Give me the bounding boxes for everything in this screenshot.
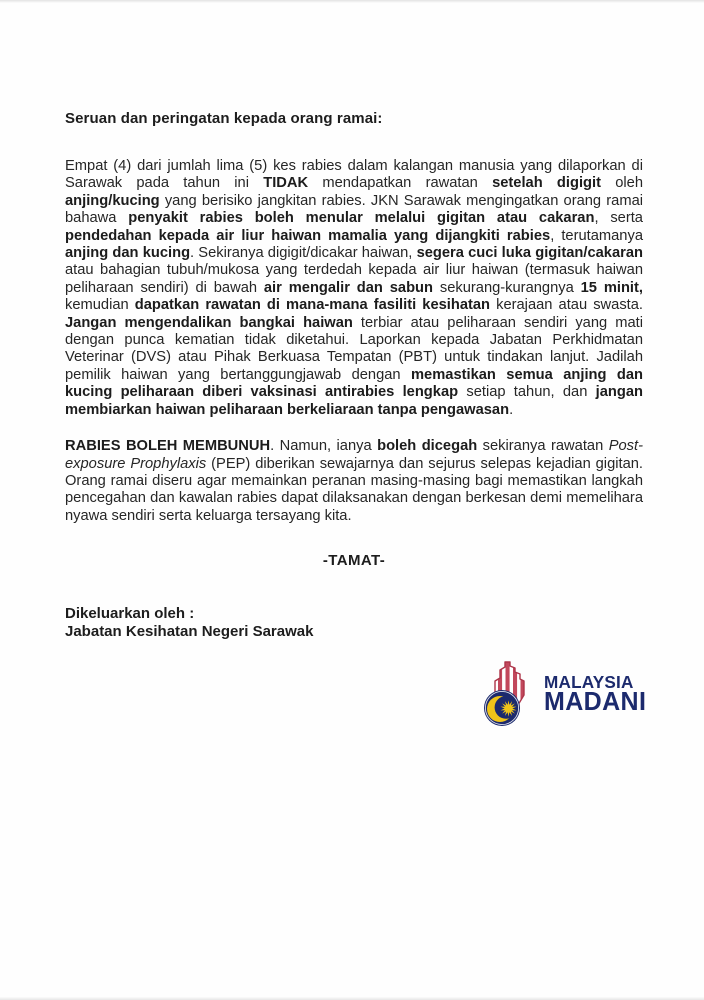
statement-heading: Seruan dan peringatan kepada orang ramai: — [65, 110, 383, 127]
issued-by-agency: Jabatan Kesihatan Negeri Sarawak — [65, 622, 314, 640]
closing-tamat: -TAMAT- — [322, 552, 386, 570]
logo-text-malaysia: MALAYSIA — [544, 672, 634, 692]
photo-edge-top — [0, 0, 704, 3]
paragraph-rabies-kills: RABIES BOLEH MEMBUNUH. Namun, ianya boleh dicegah sekiranya rawatan Post-exposure Prophylaxis (PEP) diberikan sewajarnya dan sejurus selepas kejadian gigitan. Orang ramai diseru agar memainkan peranan masing-masing bagi memastikan langkah pencegahan dan kawalan rabies dapat dilaksanakan dengan berkesan demi memelihara nyawa sendiri serta keluarga tersayang kita. — [65, 438, 643, 524]
malaysia-madani-logo — [483, 659, 648, 729]
logo-text-madani: MADANI — [544, 688, 647, 716]
paragraph-advisory: Empat (4) dari jumlah lima (5) kes rabies dalam kalangan manusia yang dilaporkan di Sarawak pada tahun ini TIDAK mendapatkan rawatan setelah digigit oleh anjing/kucing yang berisiko jangkitan rabies. JKN Sarawak mengingatkan orang ramai bahawa penyakit rabies boleh menular melalui gigitan atau cakaran, serta pendedahan kepada air liur haiwan mamalia yang dijangkiti rabies, terutamanya anjing dan kucing. Sekiranya digigit/dicakar haiwan, segera cuci luka gigitan/cakaran atau bahagian tubuh/mukosa yang terdedah kepada air liur haiwan (termasuk haiwan peliharaan sendiri) di bawah air mengalir dan sabun sekurang-kurangnya 15 minit, kemudian dapatkan rawatan di mana-mana fasiliti kesihatan kerajaan atau swasta. Jangan mengendalikan bangkai haiwan terbiar atau peliharaan sendiri yang mati dengan punca kematian tidak diketahui. Laporkan kepada Jabatan Perkhidmatan Veterinar (DVS) atau Pihak Berkuasa Tempatan (PBT) untuk tindakan lanjut. Jadilah pemilik haiwan yang bertanggungjawab dengan memastikan semua anjing dan kucing peliharaan diberi vaksinasi antirabies lengkap setiap tahun, dan jangan membiarkan haiwan peliharaan berkeliaraan tanpa pengawasan. — [65, 158, 643, 418]
malaysia-madani-wordmark — [544, 674, 646, 714]
issued-by-block — [65, 605, 643, 640]
malaysia-madani-crest-icon — [483, 659, 539, 729]
press-statement — [65, 110, 643, 640]
issued-by-label: Dikeluarkan oleh : — [65, 605, 195, 623]
